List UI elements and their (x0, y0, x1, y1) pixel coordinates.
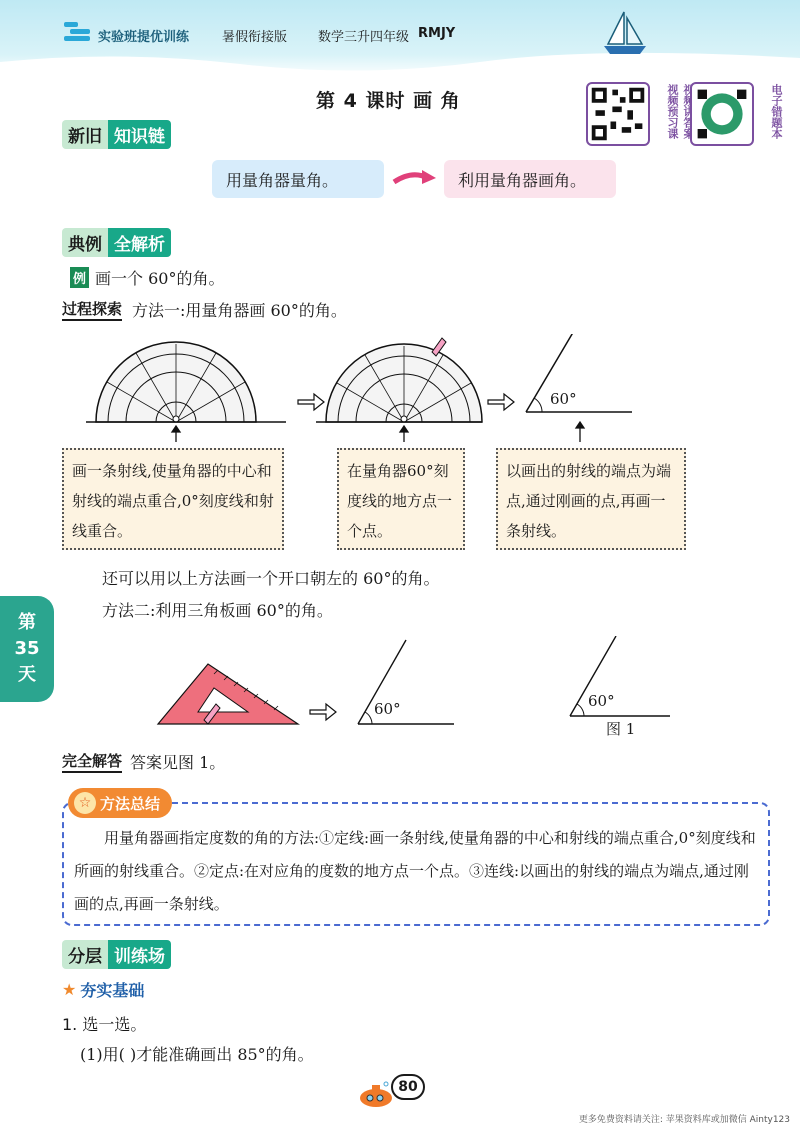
protractor-2 (316, 338, 482, 422)
day-tab-line3: 天 (18, 664, 36, 685)
lesson-title: 第 4 课时 画 角 (316, 90, 461, 112)
protractor-steps-figure (86, 334, 646, 444)
arrow-right-icon (298, 394, 324, 410)
step-note-1: 画一条射线,使量角器的中心和射线的端点重合,0°刻度线和射线重合。 (62, 448, 284, 550)
method-summary-box (62, 802, 770, 926)
day-side-tab (0, 596, 54, 702)
day-tab-line1: 第 (18, 612, 36, 633)
star-icon: ★ (62, 980, 77, 999)
angle-60-result (526, 334, 632, 412)
qr-code-error-book[interactable] (690, 82, 754, 146)
example-line (70, 266, 224, 289)
section-label-b: 知识链 (108, 120, 171, 149)
arrow-right-icon (488, 394, 514, 410)
process-line (62, 298, 347, 321)
extra-note: 还可以用以上方法画一个开口朝左的 60°的角。 (102, 569, 440, 588)
basics-heading-text: 夯实基础 (80, 981, 145, 1000)
sailboat-icon (600, 8, 650, 60)
method-summary-badge-label: 方法总结 (100, 794, 161, 813)
link-from: 用量角器量角。 (212, 160, 384, 198)
series-name: 实验班提优训练 (98, 30, 190, 45)
question-1-title: 1. 选一选。 (62, 1015, 147, 1034)
method2-text: 方法二:利用三角板画 60°的角。 (102, 601, 333, 620)
section-knowledge-link (62, 120, 171, 148)
example-badge: 例 (70, 267, 89, 288)
section-example (62, 228, 171, 256)
angle-60-figure1 (570, 636, 670, 716)
basics-heading (62, 978, 144, 1001)
protractor-1 (86, 342, 286, 422)
qr-label-preview: 视频预习课 (666, 84, 679, 139)
step-note-3: 以画出的射线的端点为端点,通过刚画的点,再画一条射线。 (496, 448, 686, 550)
section-label-a: 新旧 (62, 120, 108, 149)
section-label-a: 分层 (62, 940, 108, 969)
answer-line (62, 750, 225, 773)
figure-caption: 图 1 (606, 720, 636, 738)
header-edition: RMJY (418, 26, 456, 41)
method-summary-badge (68, 788, 172, 818)
header-subtitle: 暑假衔接版 (222, 30, 288, 45)
process-label: 过程探索 (62, 298, 122, 321)
question-1-item-1: (1)用( )才能准确画出 85°的角。 (80, 1045, 314, 1064)
header-grade: 数学三升四年级 (318, 30, 410, 45)
angle-60-method2 (358, 640, 454, 724)
step-note-2: 在量角器60°刻度线的地方点一个点。 (337, 448, 465, 550)
angle-label-method1: 60° (550, 390, 577, 408)
arrow-right-icon (310, 704, 336, 720)
angle-label-figure1: 60° (588, 692, 615, 710)
section-practice (62, 940, 171, 968)
link-to: 利用量角器画角。 (444, 160, 616, 198)
answer-label: 完全解答 (62, 750, 122, 773)
qr-code-preview[interactable] (586, 82, 650, 146)
method-summary-text: 用量角器画指定度数的角的方法:①定线:画一条射线,使量角器的中心和射线的端点重合,0°刻度线和所画的射线重合。②定点:在对应角的度数的地方点一个点。③连线:以画出的射线的端点为端点,通过刚画的点,再画一条射线。 (74, 829, 756, 913)
footer-note: 更多免费资料请关注: 苹果资料库或加微信 Ainty123 (578, 1115, 790, 1125)
method1-text: 方法一:用量角器画 60°的角。 (132, 301, 347, 320)
angle-label-method2: 60° (374, 700, 401, 718)
star-icon: ☆ (74, 792, 96, 814)
example-text: 画一个 60°的角。 (95, 269, 225, 288)
section-label-a: 典例 (62, 228, 108, 257)
arrow-right-icon (392, 166, 440, 190)
day-tab-line2: 35 (14, 638, 40, 659)
header-wave (0, 48, 800, 84)
answer-text: 答案见图 1。 (130, 753, 226, 772)
section-label-b: 全解析 (108, 228, 171, 257)
page-number: 80 (391, 1074, 425, 1100)
section-label-b: 训练场 (108, 940, 171, 969)
qr-label-error-book: 电子错题本 (770, 84, 783, 139)
set-square (158, 664, 298, 724)
logo-icon (62, 18, 96, 46)
qr-label-answers: 视频讲答案 (682, 84, 695, 139)
